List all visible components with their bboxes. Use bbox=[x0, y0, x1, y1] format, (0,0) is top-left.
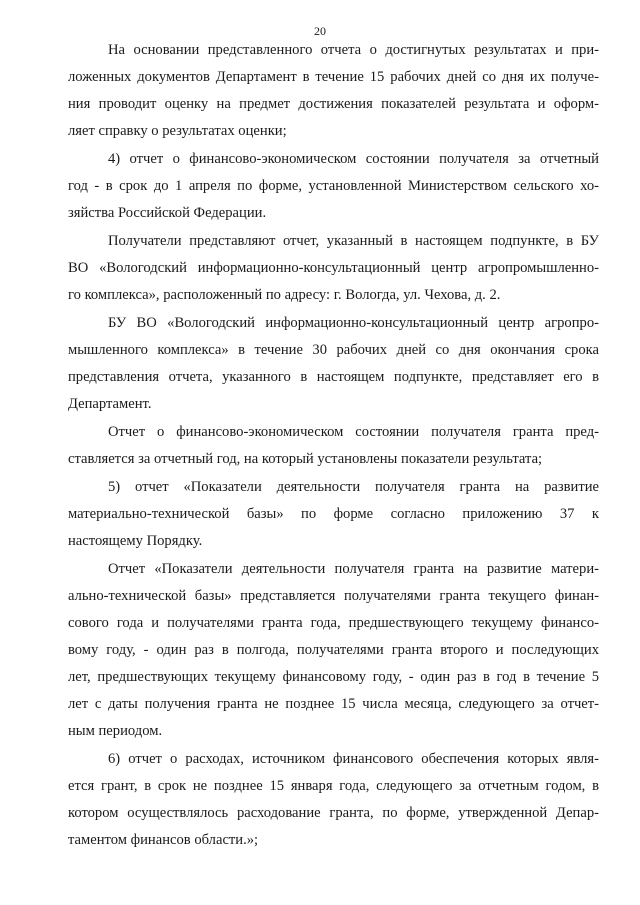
text-line: Отчет о финансово-экономическом состоянии получателя гранта пред- bbox=[108, 424, 599, 440]
text-line: котором осуществлялось расходование гранта, по форме, утвержденной Депар- bbox=[68, 805, 599, 821]
text-line: 6) отчет о расходах, источником финансового обеспечения которых явля- bbox=[108, 751, 599, 767]
text-line: материально-технической базы» по форме согласно приложению 37 к bbox=[68, 506, 599, 522]
text-line: ставляется за отчетный год, на который установлены показатели результата; bbox=[68, 451, 543, 467]
text-line: таментом финансов области.»; bbox=[68, 832, 259, 848]
text-line: ным периодом. bbox=[68, 723, 163, 739]
text-line: БУ ВО «Вологодский информационно-консультационный центр агропро- bbox=[108, 315, 599, 331]
text-line: ния проводит оценку на предмет достижения показателей результата и оформ- bbox=[68, 96, 599, 112]
text-line: ется грант, в срок не позднее 15 января года, следующего за отчетным годом, в bbox=[68, 778, 599, 794]
text-line: 5) отчет «Показатели деятельности получателя гранта на развитие bbox=[108, 479, 599, 495]
text-line: Отчет «Показатели деятельности получателя гранта на развитие матери- bbox=[108, 561, 599, 577]
text-line: лет, предшествующих текущему финансовому году, - один раз в год в течение 5 bbox=[68, 669, 599, 685]
text-line: Департамент. bbox=[68, 396, 152, 412]
text-line: го комплекса», расположенный по адресу: г. Вологда, ул. Чехова, д. 2. bbox=[68, 287, 501, 303]
page-number: 20 bbox=[314, 24, 326, 38]
text-line: представления отчета, указанного в настоящем подпункте, представляет его в bbox=[68, 369, 599, 385]
text-line: вому году, - один раз в полгода, получателями гранта второго и последующих bbox=[68, 642, 599, 658]
text-line: ложенных документов Департамент в течение 15 рабочих дней со дня их получе- bbox=[68, 69, 599, 85]
text-line: ВО «Вологодский информационно-консультационный центр агропромышленно- bbox=[68, 260, 599, 276]
text-line: лет с даты получения гранта не позднее 15 числа месяца, следующего за отчет- bbox=[68, 696, 599, 712]
text-line: настоящему Порядку. bbox=[68, 533, 203, 549]
text-line: На основании представленного отчета о достигнутых результатах и при- bbox=[108, 42, 599, 58]
text-line: зяйства Российской Федерации. bbox=[68, 205, 267, 221]
text-line: ально-технической базы» представляется получателями гранта текущего финан- bbox=[68, 588, 599, 604]
text-line: Получатели представляют отчет, указанный в настоящем подпункте, в БУ bbox=[108, 233, 599, 249]
text-line: 4) отчет о финансово-экономическом состоянии получателя за отчетный bbox=[108, 151, 599, 167]
text-line: сового года и получателями гранта года, предшествующего текущему финансо- bbox=[68, 615, 599, 631]
text-line: год - в срок до 1 апреля по форме, установленной Министерством сельского хо- bbox=[68, 178, 599, 194]
text-line: мышленного комплекса» в течение 30 рабочих дней со дня окончания срока bbox=[68, 342, 599, 358]
text-line: ляет справку о результатах оценки; bbox=[68, 123, 287, 139]
